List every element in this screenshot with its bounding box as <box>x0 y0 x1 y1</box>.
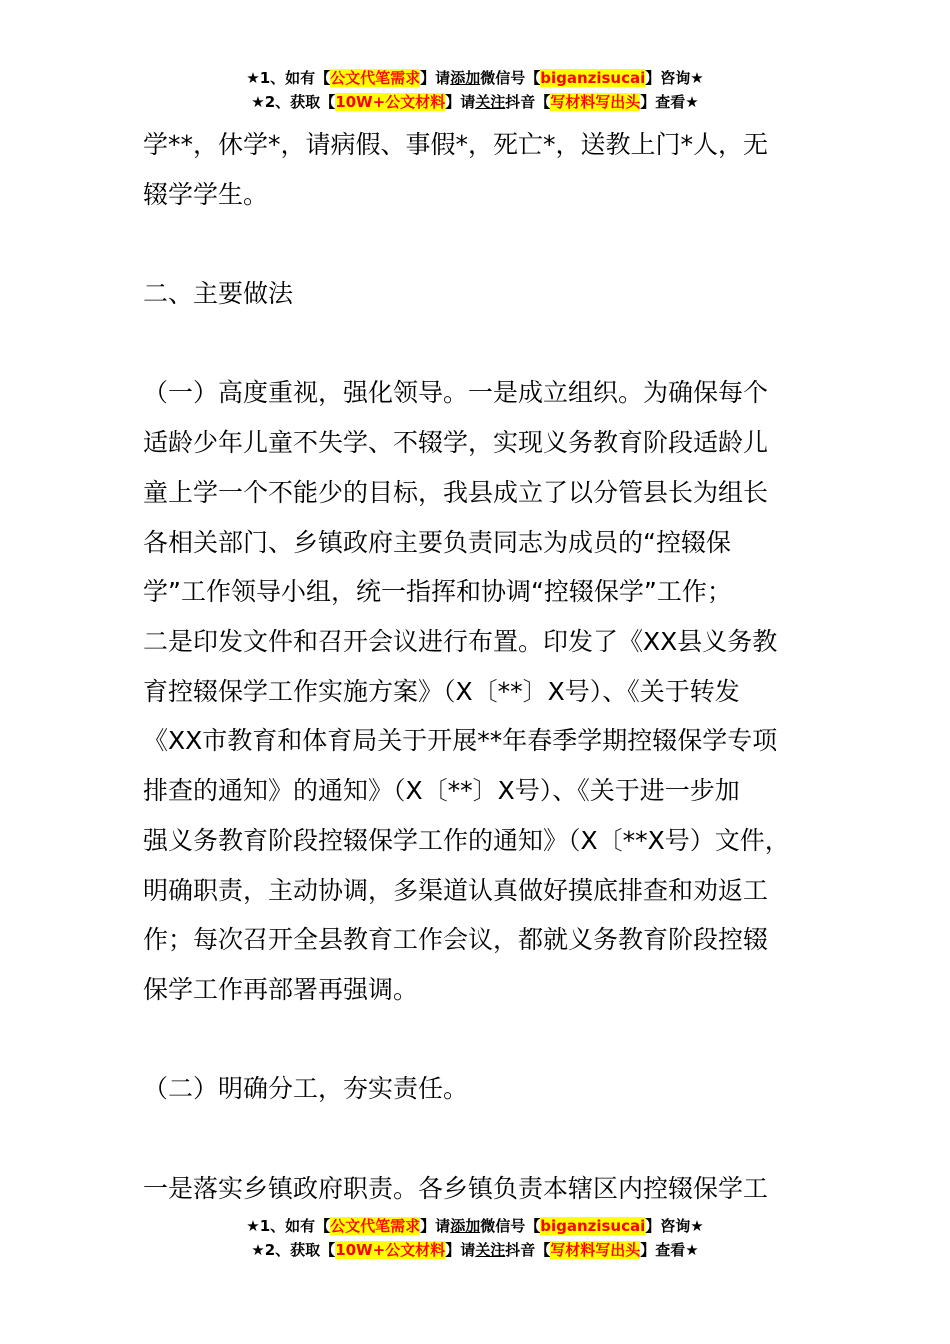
banner-text: 】请 <box>420 1217 451 1235</box>
paragraph-line: 各相关部门、乡镇政府主要负责同志为成员的“控辍保 <box>143 527 731 557</box>
paragraph-line: （一）高度重视，强化领导。一是成立组织。为确保每个 <box>143 378 769 408</box>
banner-text: 】查看★ <box>640 93 699 111</box>
document-body <box>143 120 843 1213</box>
paragraph-line: 明确职责，主动协调，多渠道认真做好摸底排查和劝返工 <box>143 875 769 905</box>
banner-text: ★1、如有【 <box>246 1217 331 1235</box>
banner-text: 微信号【 <box>480 69 541 87</box>
banner-line-2 <box>0 90 950 114</box>
paragraph-line: 《XX市教育和体育局关于开展**年春季学期控辍保学专项 <box>143 726 778 756</box>
banner-highlight: 10W+公文材料 <box>335 93 446 111</box>
paragraph-gap <box>143 319 843 369</box>
banner-underline: 关注 <box>475 93 506 111</box>
banner-line-1 <box>0 66 950 90</box>
paragraph-line: 学**，休学*，请病假、事假*，死亡*，送教上门*人，无 <box>143 130 769 159</box>
banner-line-1 <box>0 1214 950 1238</box>
banner-text: 】请 <box>445 93 476 111</box>
paragraph-line: 辍学学生。 <box>143 179 269 209</box>
banner-text: 】咨询★ <box>645 1217 704 1235</box>
paragraph-line: 排查的通知》的通知》（X〔**〕X号）、《关于进一步加 <box>143 776 740 806</box>
paragraph-line: 学”工作领导小组，统一指挥和协调“控辍保学”工作； <box>143 577 732 607</box>
banner-highlight: 写材料写出头 <box>550 93 641 111</box>
banner-text: 】查看★ <box>640 1241 699 1259</box>
banner-text: 抖音【 <box>505 93 551 111</box>
banner-text: ★2、获取【 <box>251 93 336 111</box>
banner-highlight: 公文代笔需求 <box>330 69 421 87</box>
paragraph-line: 强义务教育阶段控辍保学工作的通知》（X〔**X号）文件， <box>143 825 790 855</box>
banner-highlight: biganzisucai <box>540 1217 646 1235</box>
banner-text: 】咨询★ <box>645 69 704 87</box>
paragraph-line: 育控辍保学工作实施方案》（X〔**〕X号）、《关于转发 <box>143 676 740 706</box>
banner-highlight: biganzisucai <box>540 69 646 87</box>
banner-text: 】请 <box>420 69 451 87</box>
paragraph-gap <box>143 1015 843 1065</box>
banner-line-2 <box>0 1238 950 1262</box>
banner-text: 抖音【 <box>505 1241 551 1259</box>
paragraph-gap <box>143 219 843 269</box>
footer-banner <box>0 1214 950 1262</box>
banner-highlight: 公文代笔需求 <box>330 1217 421 1235</box>
paragraph-line: 作；每次召开全县教育工作会议，都就义务教育阶段控辍 <box>143 925 769 955</box>
banner-highlight: 10W+公文材料 <box>335 1241 446 1259</box>
paragraph-line: 一是落实乡镇政府职责。各乡镇负责本辖区内控辍保学工 <box>143 1173 769 1203</box>
banner-highlight: 写材料写出头 <box>550 1241 641 1259</box>
paragraph-line: 适龄少年儿童不失学、不辍学，实现义务教育阶段适龄儿 <box>143 428 769 458</box>
paragraph-line: 保学工作再部署再强调。 <box>143 974 419 1004</box>
banner-underline: 添加 <box>450 69 481 87</box>
banner-text: ★1、如有【 <box>246 69 331 87</box>
paragraph-line: 二是印发文件和召开会议进行布置。印发了《XX县义务教 <box>143 627 778 656</box>
paragraph-line: 童上学一个不能少的目标，我县成立了以分管县长为组长 <box>143 477 769 507</box>
banner-text: 微信号【 <box>480 1217 541 1235</box>
subsection-heading: （二）明确分工，夯实责任。 <box>143 1074 469 1104</box>
banner-text: ★2、获取【 <box>251 1241 336 1259</box>
header-banner <box>0 66 950 114</box>
section-heading: 二、主要做法 <box>143 279 294 309</box>
banner-underline: 添加 <box>450 1217 481 1235</box>
banner-text: 】请 <box>445 1241 476 1259</box>
banner-underline: 关注 <box>475 1241 506 1259</box>
paragraph-gap <box>143 1114 843 1164</box>
